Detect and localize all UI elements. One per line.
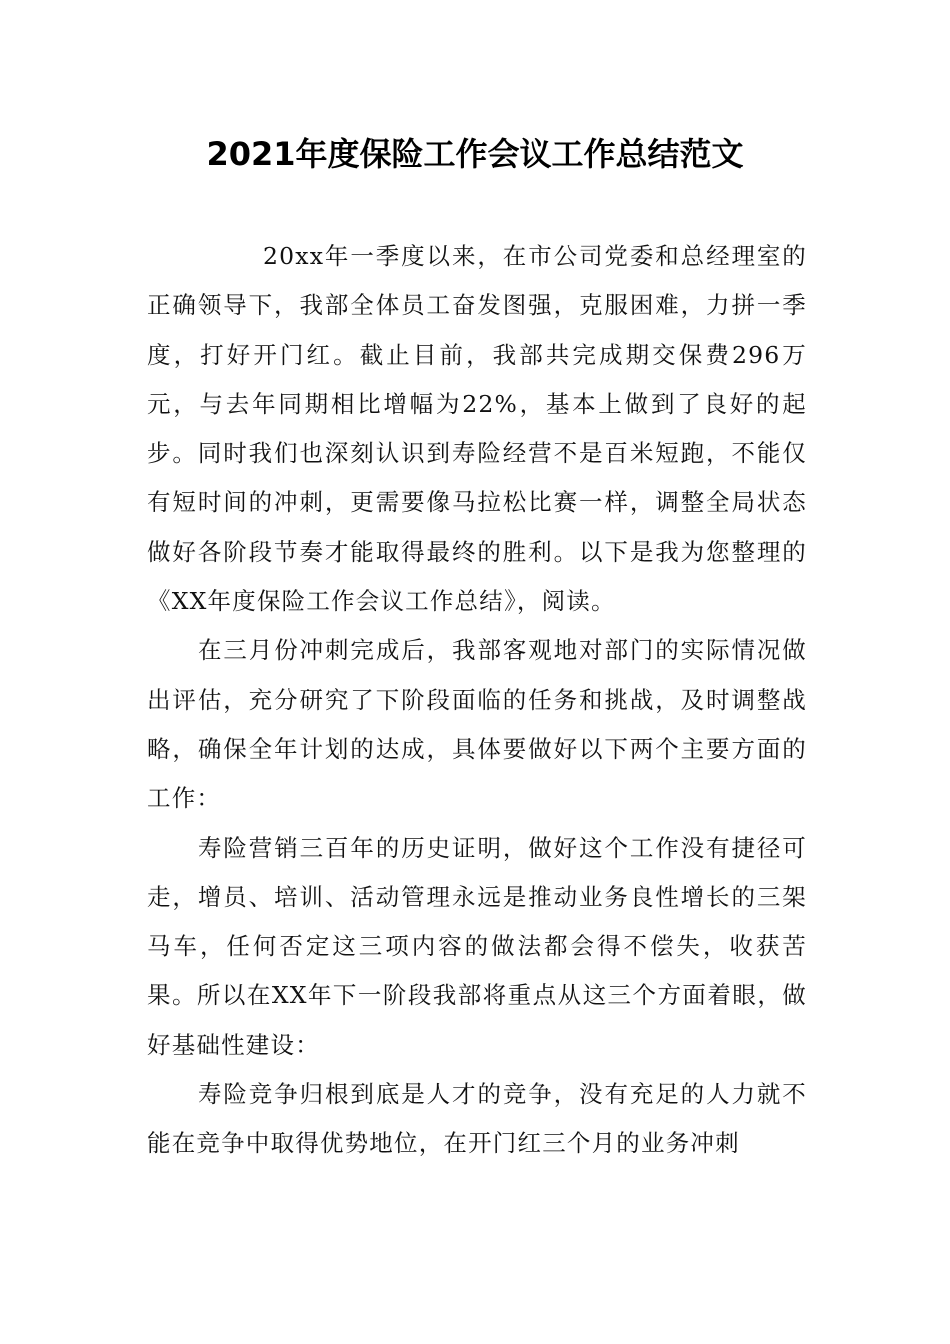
paragraph-talent-competition: 寿险竞争归根到底是人才的竞争，没有充足的人力就不能在竞争中取得优势地位，在开门红三个月的业务冲刺 [147,1080,807,1158]
paragraph-intro: 20xx年一季度以来，在市公司党委和总经理室的正确领导下，我部全体员工奋发图强，克服困难，力拼一季度，打好开门红。截止目前，我部共完成期交保费296万元，与去年同期相比增幅为22%，基本上做到了良好的起步。同时我们也深刻认识到寿险经营不是百米短跑，不能仅有短时间的冲刺，更需要像马拉松比赛一样，调整全局状态做好各阶段节奏才能取得最终的胜利。以下是我为您整理的《XX年度保险工作会议工作总结》，阅读。 [147,242,807,616]
document-title: 2021年度保险工作会议工作总结范文 [206,135,744,173]
paragraph-three-pillars: 寿险营销三百年的历史证明，做好这个工作没有捷径可走，增员、培训、活动管理永远是推动业务良性增长的三架马车，任何否定这三项内容的做法都会得不偿失，收获苦果。所以在XX年下一阶段我部将重点从这三个方面着眼，做好基础性建设： [147,833,807,1059]
document-body [147,232,807,1169]
paragraph-march-review: 在三月份冲刺完成后，我部客观地对部门的实际情况做出评估，充分研究了下阶段面临的任务和挑战，及时调整战略，确保全年计划的达成，具体要做好以下两个主要方面的工作： [147,636,807,813]
